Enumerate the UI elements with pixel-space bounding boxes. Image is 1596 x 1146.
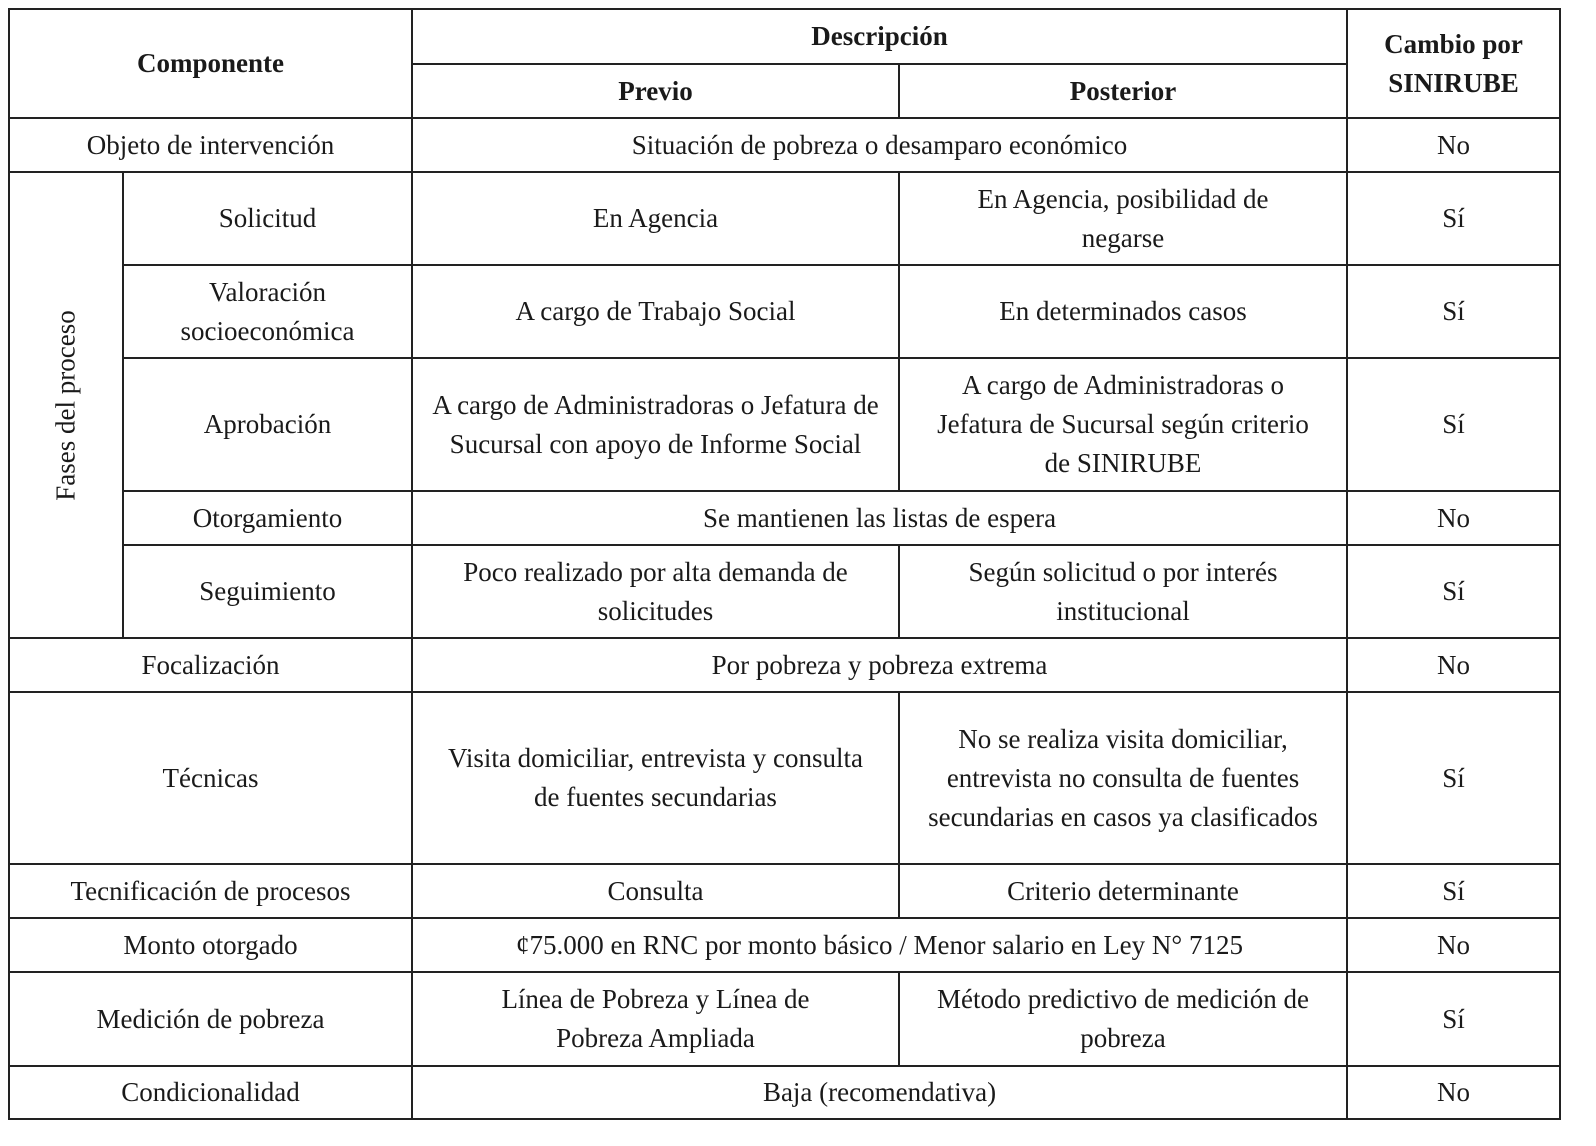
- cambio-cell: Sí: [1347, 265, 1560, 358]
- posterior-cell: Método predictivo de medición de pobreza: [899, 972, 1347, 1066]
- componente-cell: Seguimiento: [123, 545, 412, 638]
- componente-cell: Otorgamiento: [123, 491, 412, 545]
- componente-cell: Solicitud: [123, 172, 412, 265]
- table-row: [9, 491, 1560, 545]
- previo-cell: Poco realizado por alta demanda de solicitudes: [412, 545, 899, 638]
- previo-cell: Consulta: [412, 864, 899, 918]
- posterior-cell: Según solicitud o por interés institucional: [899, 545, 1347, 638]
- header-componente: Componente: [9, 9, 412, 118]
- posterior-cell: Criterio determinante: [899, 864, 1347, 918]
- table-row: [9, 864, 1560, 918]
- table-row: [9, 1066, 1560, 1119]
- cambio-cell: No: [1347, 118, 1560, 172]
- table-row: [9, 918, 1560, 972]
- previo-cell: A cargo de Administradoras o Jefatura de Sucursal con apoyo de Informe Social: [412, 358, 899, 491]
- cambio-cell: No: [1347, 918, 1560, 972]
- cambio-cell: Sí: [1347, 972, 1560, 1066]
- table-row: [9, 692, 1560, 864]
- cambio-cell: Sí: [1347, 864, 1560, 918]
- header-posterior: Posterior: [899, 64, 1347, 118]
- cambio-cell: Sí: [1347, 172, 1560, 265]
- posterior-cell: En determinados casos: [899, 265, 1347, 358]
- componente-cell: Objeto de intervención: [9, 118, 412, 172]
- previo-cell: A cargo de Trabajo Social: [412, 265, 899, 358]
- componente-cell: Tecnificación de procesos: [9, 864, 412, 918]
- header-cambio: Cambio por SINIRUBE: [1347, 9, 1560, 118]
- previo-cell: En Agencia: [412, 172, 899, 265]
- cambio-cell: No: [1347, 638, 1560, 692]
- posterior-cell: No se realiza visita domiciliar, entrevista no consulta de fuentes secundarias en casos ya clasificados: [899, 692, 1347, 864]
- componente-cell: Técnicas: [9, 692, 412, 864]
- table-row: [9, 638, 1560, 692]
- fases-label-cell: [9, 172, 123, 638]
- comparison-table: [8, 8, 1561, 1120]
- componente-cell: Aprobación: [123, 358, 412, 491]
- description-cell: Situación de pobreza o desamparo económico: [412, 118, 1347, 172]
- previo-cell: Línea de Pobreza y Línea de Pobreza Ampliada: [412, 972, 899, 1066]
- description-cell: Se mantienen las listas de espera: [412, 491, 1347, 545]
- previo-cell: Visita domiciliar, entrevista y consulta de fuentes secundarias: [412, 692, 899, 864]
- cambio-cell: Sí: [1347, 358, 1560, 491]
- posterior-cell: A cargo de Administradoras o Jefatura de Sucursal según criterio de SINIRUBE: [899, 358, 1347, 491]
- description-cell: ¢75.000 en RNC por monto básico / Menor salario en Ley N° 7125: [412, 918, 1347, 972]
- fases-label: Fases del proceso: [50, 309, 81, 501]
- componente-cell: Medición de pobreza: [9, 972, 412, 1066]
- componente-cell: Monto otorgado: [9, 918, 412, 972]
- cambio-cell: Sí: [1347, 692, 1560, 864]
- table-row: [9, 265, 1560, 358]
- header-descripcion: Descripción: [412, 9, 1347, 64]
- posterior-cell: En Agencia, posibilidad de negarse: [899, 172, 1347, 265]
- table-row: [9, 972, 1560, 1066]
- table-row: [9, 118, 1560, 172]
- description-cell: Por pobreza y pobreza extrema: [412, 638, 1347, 692]
- componente-cell: Focalización: [9, 638, 412, 692]
- description-cell: Baja (recomendativa): [412, 1066, 1347, 1119]
- cambio-cell: No: [1347, 1066, 1560, 1119]
- table-row: [9, 545, 1560, 638]
- table-row: [9, 172, 1560, 265]
- componente-cell: Valoración socioeconómica: [123, 265, 412, 358]
- componente-cell: Condicionalidad: [9, 1066, 412, 1119]
- header-previo: Previo: [412, 64, 899, 118]
- cambio-cell: Sí: [1347, 545, 1560, 638]
- cambio-cell: No: [1347, 491, 1560, 545]
- table-row: [9, 358, 1560, 491]
